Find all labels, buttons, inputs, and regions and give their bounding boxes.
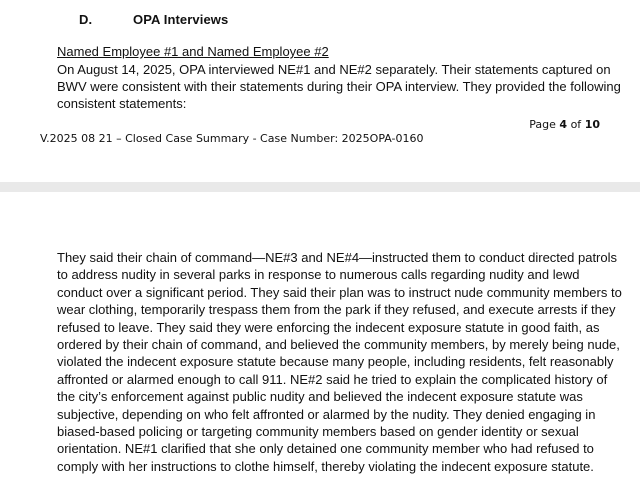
section-heading bbox=[79, 12, 228, 27]
document-page-bottom bbox=[0, 192, 640, 479]
section-title: OPA Interviews bbox=[133, 12, 229, 27]
section-letter: D. bbox=[79, 12, 93, 27]
body-paragraph: They said their chain of command—NE#3 and NE#4—instructed them to conduct directed patrols to address nudity in several parks in response to numerous calls regarding nudity and lewd conduct over a significant period. They said their plan was to instruct nude community members to wear clothing, temporarily trespass them from the park if they refused, and execute arrests if they refused to leave. They said they were enforcing the indecent exposure statute in good faith, as ordered by their chain of command, and believed the community members, by merely being nude, violated the indecent exposure statute because many people, including residents, felt reasonably affronted or alarmed enough to call 911. NE#2 said he tried to explain the complicated history of the city’s enforcement against public nudity and believed the indecent exposure statute was subjective, depending on who felt affronted or alarmed by the nudity. They denied engaging in biased-based policing or targeting community members based on gender identity or sexual orientation. NE#1 clarified that she only detained one community member who had refused to comply with her instructions to clothe himself, thereby violating the indecent exposure statute. bbox=[57, 250, 622, 474]
page-number-of: of bbox=[570, 118, 582, 131]
subheading: Named Employee #1 and Named Employee #2 bbox=[57, 44, 329, 59]
page-number-total: 10 bbox=[584, 118, 600, 131]
page-footer: V.2025 08 21 – Closed Case Summary - Case Number: 2025OPA-0160 bbox=[40, 132, 424, 145]
intro-paragraph: On August 14, 2025, OPA interviewed NE#1 and NE#2 separately. Their statements captured on BWV were consistent with their statements during their OPA interview. They provided the following consistent statements: bbox=[57, 62, 621, 111]
page-number-current: 4 bbox=[559, 118, 568, 131]
page-number bbox=[529, 118, 600, 131]
document-page-top bbox=[0, 0, 640, 182]
page-number-prefix: Page bbox=[529, 118, 556, 131]
